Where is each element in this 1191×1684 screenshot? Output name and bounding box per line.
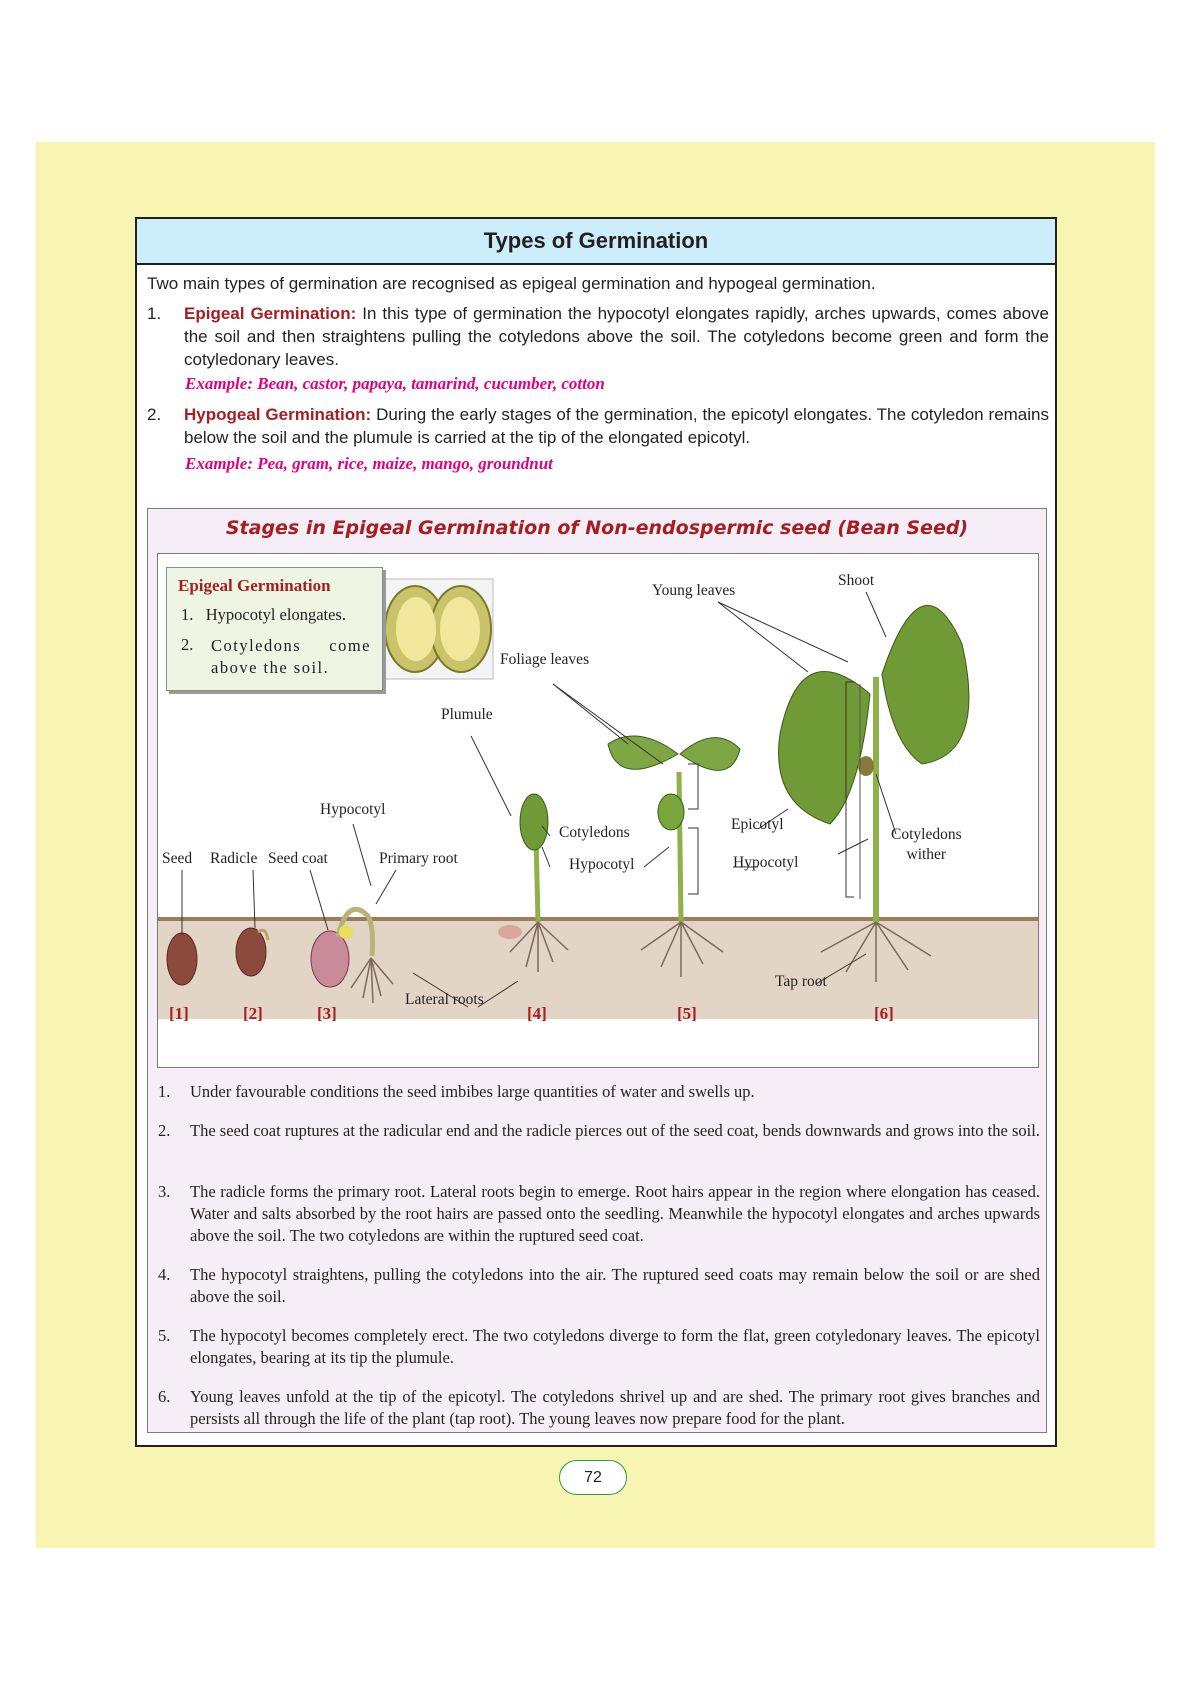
legend-item — [181, 605, 346, 625]
label-lateral-roots: Lateral roots — [405, 991, 484, 1008]
stage-label: [5] — [677, 1004, 697, 1023]
step-item — [158, 1386, 1040, 1430]
legend-number: 2. — [181, 635, 194, 654]
label-radicle: Radicle — [210, 850, 258, 867]
intro-text: Two main types of germination are recognised as epigeal germination and hypogeal germination. — [147, 274, 876, 293]
type-number: 2. — [147, 405, 162, 424]
step-text: Under favourable conditions the seed imbibes large quantities of water and swells up. — [190, 1082, 755, 1101]
example-hypogeal: Example: Pea, gram, rice, maize, mango, groundnut — [185, 454, 553, 473]
type-item-hypogeal — [147, 403, 1049, 449]
step-item — [158, 1120, 1040, 1142]
type-item-epigeal — [147, 302, 1049, 371]
step-item — [158, 1181, 1040, 1247]
type-text: During the early stages of the germination, the epicotyl elongates. The cotyledon remains below the soil and the plumule is carried at the tip of the elongated epicotyl. — [184, 405, 1049, 447]
legend-text: Hypocotyl elongates. — [205, 605, 346, 624]
step-text: Young leaves unfold at the tip of the epicotyl. The cotyledons shrivel up and are shed. The primary root gives branches and persists all through the life of the plant (tap root). The young leaves now prepare food for the plant. — [190, 1387, 1040, 1428]
stage-label: [3] — [317, 1004, 337, 1023]
soil — [158, 919, 1038, 1019]
step-number: 4. — [158, 1265, 171, 1284]
label-cotyledons-wither: Cotyledons wither — [891, 826, 962, 863]
stage-label: [1] — [169, 1004, 189, 1023]
box-title: Types of Germination — [137, 219, 1055, 265]
step-number: 1. — [158, 1082, 171, 1101]
legend-text: Cotyledons come above the soil. — [211, 636, 371, 677]
label-tap-root: Tap root — [775, 973, 827, 990]
step-text: The hypocotyl straightens, pulling the cotyledons into the air. The ruptured seed coats may remain below the soil or are shed above the soil. — [190, 1265, 1040, 1306]
label-shoot: Shoot — [838, 572, 875, 589]
label-plumule: Plumule — [441, 706, 493, 723]
example-epigeal: Example: Bean, castor, papaya, tamarind, cucumber, cotton — [185, 374, 605, 393]
step-number: 3. — [158, 1182, 171, 1201]
label-seed: Seed — [162, 850, 193, 867]
label-cotyledons: Cotyledons — [559, 824, 630, 841]
type-term: Epigeal Germination: — [184, 304, 357, 323]
step-text: The hypocotyl becomes completely erect. The two cotyledons diverge to form the flat, green cotyledonary leaves. The epicotyl elongates, bearing at its tip the plumule. — [190, 1326, 1040, 1367]
step-item — [158, 1325, 1040, 1369]
germination-figure — [157, 553, 1039, 1068]
step-number: 2. — [158, 1121, 171, 1140]
label-primary-root: Primary root — [379, 850, 458, 867]
legend-heading: Epigeal Germination — [178, 576, 331, 595]
step-item — [158, 1081, 1040, 1103]
label-hypocotyl-5: Hypocotyl — [733, 854, 799, 871]
figure-title: Stages in Epigeal Germination of Non-endospermic seed (Bean Seed) — [225, 517, 969, 539]
step-text: The seed coat ruptures at the radicular end and the radicle pierces out of the seed coat, bends downwards and grows into the soil. — [190, 1121, 1040, 1140]
figure-panel — [147, 508, 1047, 1433]
legend-box — [166, 567, 383, 691]
type-number: 1. — [147, 304, 162, 323]
label-young-leaves: Young leaves — [652, 582, 736, 599]
seed-section-icon — [383, 579, 493, 679]
legend-number: 1. — [181, 605, 194, 624]
step-number: 6. — [158, 1387, 171, 1406]
stage-label: [2] — [243, 1004, 263, 1023]
label-foliage-leaves: Foliage leaves — [500, 651, 590, 668]
stage-label: [4] — [527, 1004, 547, 1023]
step-item — [158, 1264, 1040, 1308]
soil-surface — [158, 917, 1038, 921]
label-hypocotyl-4: Hypocotyl — [569, 856, 635, 873]
type-term: Hypogeal Germination: — [184, 405, 372, 424]
legend-item — [181, 635, 371, 679]
page-number: 72 — [559, 1460, 627, 1495]
label-hypocotyl-3: Hypocotyl — [320, 801, 386, 818]
label-seed-coat: Seed coat — [268, 850, 328, 867]
step-number: 5. — [158, 1326, 171, 1345]
seed-stage-1 — [167, 933, 197, 985]
type-text: In this type of germination the hypocotyl elongates rapidly, arches upwards, comes above the soil and then straightens pulling the cotyledons above the soil. The cotyledons become green and form the cotyledonary leaves. — [184, 304, 1049, 369]
label-epicotyl: Epicotyl — [731, 816, 784, 833]
step-text: The radicle forms the primary root. Lateral roots begin to emerge. Root hairs appear in the region where elongation has ceased. Water and salts absorbed by the root hairs are passed onto the seedling. Meanwhile the hypocotyl elongates and arches upwards above the soil. The two cotyledons are within the ruptured seed coat. — [190, 1182, 1040, 1245]
germination-box — [135, 217, 1057, 1447]
stage-label: [6] — [874, 1004, 894, 1023]
